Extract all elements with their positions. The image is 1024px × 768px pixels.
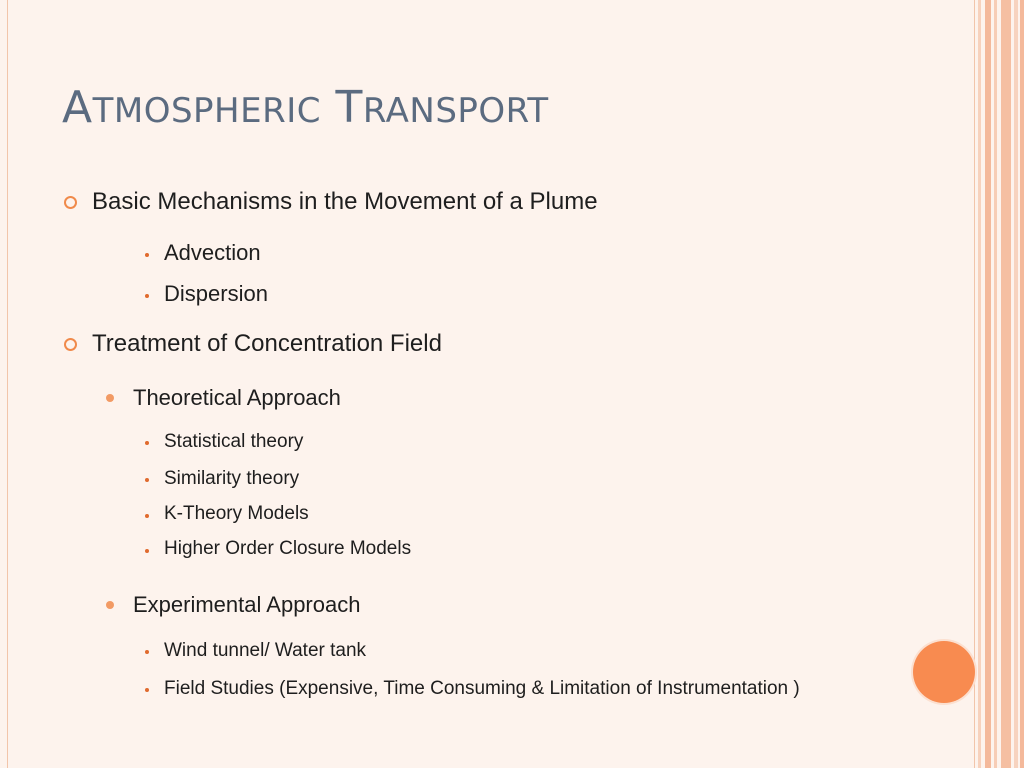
bullet-item-level2: Experimental Approach [133,592,361,617]
small-dot-bullet-icon [145,294,149,298]
ring-bullet-icon [64,196,77,209]
title-smallcaps: RANSPORT [362,91,549,131]
small-dot-bullet-icon [145,514,149,518]
title-space [321,82,336,133]
bullet-item-level3: Advection [164,240,261,265]
decorative-circle-icon [913,641,975,703]
dot-bullet-icon [106,394,114,402]
title-initial: A [62,82,93,133]
bullet-item-level1: Treatment of Concentration Field [92,330,442,357]
slide-title [62,82,549,133]
decorative-stripe [985,0,991,768]
small-dot-bullet-icon [145,549,149,553]
bullet-item-level3: Field Studies (Expensive, Time Consuming & Limitation of Instrumentation ) [164,678,800,699]
small-dot-bullet-icon [145,650,149,654]
decorative-stripe [1001,0,1011,768]
small-dot-bullet-icon [145,253,149,257]
bullet-item-level3: Wind tunnel/ Water tank [164,640,367,661]
small-dot-bullet-icon [145,688,149,692]
small-dot-bullet-icon [145,478,149,482]
decorative-stripe [994,0,997,768]
bullet-item-level3: K-Theory Models [164,503,309,524]
title-initial: T [335,82,363,133]
decorative-stripe [1020,0,1024,768]
small-dot-bullet-icon [145,441,149,445]
decorative-stripe [1014,0,1018,768]
title-smallcaps: TMOSPHERIC [92,91,321,131]
bullet-item-level1: Basic Mechanisms in the Movement of a Plume [92,188,598,215]
ring-bullet-icon [64,338,77,351]
bullet-item-level2: Theoretical Approach [133,385,341,410]
dot-bullet-icon [106,601,114,609]
bullet-item-level3: Dispersion [164,281,268,306]
decorative-stripe [978,0,981,768]
bullet-item-level3: Statistical theory [164,431,304,452]
bullet-item-level3: Similarity theory [164,468,300,489]
bullet-item-level3: Higher Order Closure Models [164,538,412,559]
